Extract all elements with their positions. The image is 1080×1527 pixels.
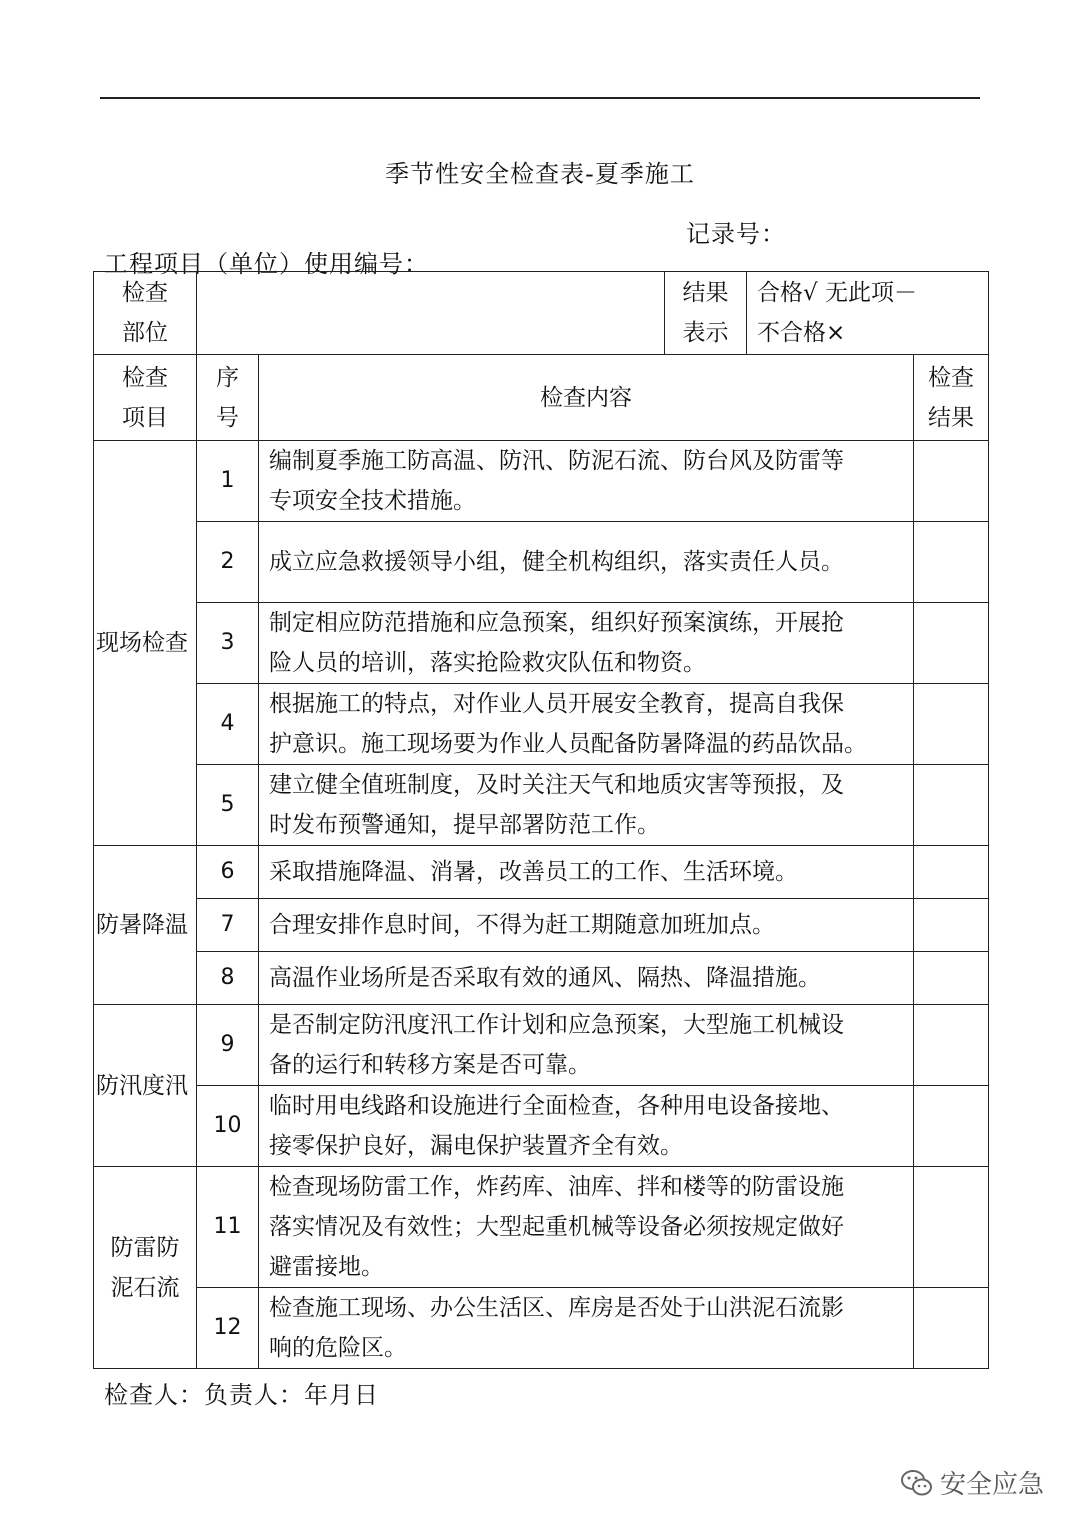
watermark bbox=[900, 1464, 1044, 1501]
table-row bbox=[94, 1288, 989, 1369]
row-content: 制定相应防范措施和应急预案，组织好预案演练，开展抢 险人员的培训，落实抢险救灾队伍和物资。 bbox=[259, 603, 914, 684]
row-result-cell[interactable] bbox=[914, 765, 989, 846]
row-result-cell[interactable] bbox=[914, 684, 989, 765]
inspect-part-label: 检查 部位 bbox=[94, 272, 197, 355]
project-label: 工程项目（单位）使用编号： bbox=[104, 250, 429, 278]
row-seq: 10 bbox=[197, 1086, 259, 1167]
row-content: 采取措施降温、消暑，改善员工的工作、生活环境。 bbox=[259, 846, 914, 899]
row-content: 合理安排作息时间，不得为赶工期随意加班加点。 bbox=[259, 899, 914, 952]
row-seq: 7 bbox=[197, 899, 259, 952]
table-row bbox=[94, 603, 989, 684]
row-content: 成立应急救援领导小组，健全机构组织，落实责任人员。 bbox=[259, 522, 914, 603]
table-row bbox=[94, 952, 989, 1005]
col-header-seq: 序 号 bbox=[197, 355, 259, 441]
col-header-content: 检查内容 bbox=[259, 355, 914, 441]
row-seq: 9 bbox=[197, 1005, 259, 1086]
inspection-table bbox=[93, 271, 989, 1369]
table-row bbox=[94, 1167, 989, 1288]
row-result-cell[interactable] bbox=[914, 846, 989, 899]
wechat-icon bbox=[900, 1468, 934, 1498]
group-label: 现场检查 bbox=[94, 441, 197, 846]
row-result-cell[interactable] bbox=[914, 952, 989, 1005]
row-result-cell[interactable] bbox=[914, 522, 989, 603]
row-content: 根据施工的特点，对作业人员开展安全教育，提高自我保 护意识。施工现场要为作业人员配备防暑降温的药品饮品。 bbox=[259, 684, 914, 765]
watermark-text: 安全应急 bbox=[940, 1470, 1045, 1500]
result-legend: 合格√ 无此项－ 不合格× bbox=[747, 272, 989, 355]
table-row bbox=[94, 441, 989, 522]
table-row bbox=[94, 684, 989, 765]
row-result-cell[interactable] bbox=[914, 1005, 989, 1086]
row-seq: 11 bbox=[197, 1167, 259, 1288]
row-seq: 3 bbox=[197, 603, 259, 684]
row-seq: 4 bbox=[197, 684, 259, 765]
row-content: 编制夏季施工防高温、防汛、防泥石流、防台风及防雷等 专项安全技术措施。 bbox=[259, 441, 914, 522]
inspect-part-field[interactable] bbox=[197, 272, 665, 355]
group-label: 防暑降温 bbox=[94, 846, 197, 1005]
table-row bbox=[94, 765, 989, 846]
table-row bbox=[94, 1086, 989, 1167]
group-label: 防汛度汛 bbox=[94, 1005, 197, 1167]
table-header-row bbox=[94, 355, 989, 441]
top-rule bbox=[100, 97, 980, 99]
row-seq: 2 bbox=[197, 522, 259, 603]
row-content: 临时用电线路和设施进行全面检查，各种用电设备接地、 接零保护良好，漏电保护装置齐全有效。 bbox=[259, 1086, 914, 1167]
row-result-cell[interactable] bbox=[914, 441, 989, 522]
row-result-cell[interactable] bbox=[914, 1086, 989, 1167]
table-row bbox=[94, 272, 989, 355]
result-label: 结果 表示 bbox=[665, 272, 747, 355]
table-row bbox=[94, 899, 989, 952]
table-row bbox=[94, 1005, 989, 1086]
row-seq: 12 bbox=[197, 1288, 259, 1369]
row-seq: 6 bbox=[197, 846, 259, 899]
table-row bbox=[94, 522, 989, 603]
group-label: 防雷防 泥石流 bbox=[94, 1167, 197, 1369]
row-content: 是否制定防汛度汛工作计划和应急预案，大型施工机械设 备的运行和转移方案是否可靠。 bbox=[259, 1005, 914, 1086]
row-seq: 1 bbox=[197, 441, 259, 522]
row-content: 检查现场防雷工作，炸药库、油库、拌和楼等的防雷设施 落实情况及有效性；大型起重机械等设备必须按规定做好 避雷接地。 bbox=[259, 1167, 914, 1288]
col-header-item: 检查 项目 bbox=[94, 355, 197, 441]
row-seq: 5 bbox=[197, 765, 259, 846]
row-content: 检查施工现场、办公生活区、库房是否处于山洪泥石流影 响的危险区。 bbox=[259, 1288, 914, 1369]
row-seq: 8 bbox=[197, 952, 259, 1005]
signature-line: 检查人：负责人：年月日 bbox=[104, 1381, 379, 1409]
record-number-label: 记录号： bbox=[686, 220, 786, 248]
row-content: 建立健全值班制度，及时关注天气和地质灾害等预报，及 时发布预警通知，提早部署防范工作。 bbox=[259, 765, 914, 846]
row-result-cell[interactable] bbox=[914, 1288, 989, 1369]
table-row bbox=[94, 846, 989, 899]
row-result-cell[interactable] bbox=[914, 603, 989, 684]
row-result-cell[interactable] bbox=[914, 1167, 989, 1288]
row-result-cell[interactable] bbox=[914, 899, 989, 952]
document-title: 季节性安全检查表-夏季施工 bbox=[385, 160, 695, 188]
row-content: 高温作业场所是否采取有效的通风、隔热、降温措施。 bbox=[259, 952, 914, 1005]
col-header-result: 检查 结果 bbox=[914, 355, 989, 441]
